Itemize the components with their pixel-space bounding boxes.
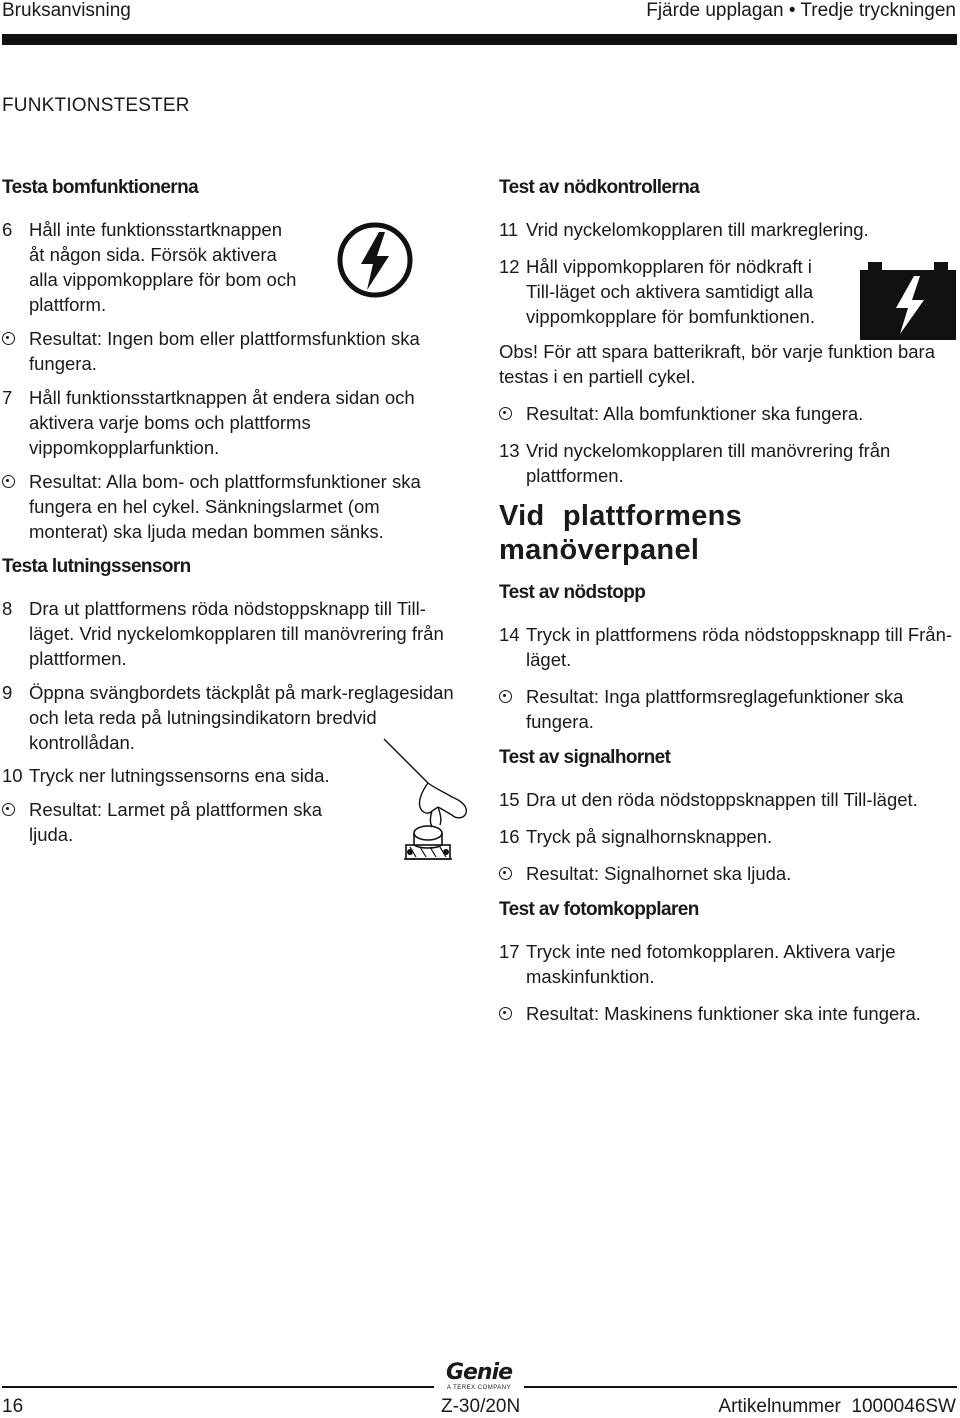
step-8	[2, 596, 462, 671]
tilt-heading: Testa lutningssensorn	[2, 556, 191, 577]
step-17	[499, 939, 959, 989]
step-text: Vrid nyckelomkopplaren till manövrering från plattformen.	[526, 440, 891, 486]
logo-wordmark: Genie	[445, 1360, 513, 1385]
result-bullet-icon	[2, 332, 15, 345]
step-16	[499, 824, 959, 849]
step-7	[2, 385, 462, 460]
boom-heading: Testa bomfunktionerna	[2, 177, 199, 198]
result-17	[499, 1001, 960, 1026]
result-text: Resultat: Alla bom- och plattformsfunktioner ska fungera en hel cykel. Sänkningslarmet (om monterat) ska ljuda medan bommen sänks.	[29, 471, 421, 542]
step-text: Dra ut den röda nödstoppsknappen till Till-läget.	[526, 789, 918, 810]
result-bullet-icon	[499, 690, 512, 703]
electrical-hazard-icon	[335, 220, 415, 300]
result-bullet-icon	[499, 867, 512, 880]
foot-heading: Test av fotomkopplaren	[499, 899, 699, 920]
step-text: Tryck på signalhornsknappen.	[526, 826, 773, 847]
step-text: Håll funktionsstartknappen åt endera sidan och aktivera varje boms och plattforms vippomkopplarfunktion.	[29, 387, 415, 458]
emergency-heading: Test av nödkontrollerna	[499, 177, 700, 198]
result-text: Resultat: Maskinens funktioner ska inte fungera.	[526, 1003, 921, 1024]
step-text: Vrid nyckelomkopplaren till markreglering.	[526, 219, 869, 240]
step-number: 13	[499, 440, 520, 461]
panel-title: Vid plattformens manöverpanel	[499, 500, 743, 566]
header-edition: Fjärde upplagan • Tredje tryckningen	[646, 0, 956, 21]
section-title: FUNKTIONSTESTER	[2, 95, 190, 116]
part-number: Artikelnummer 1000046SW	[718, 1396, 956, 1417]
step-number: 6	[2, 219, 13, 240]
page-header	[0, 0, 960, 24]
step-11	[499, 217, 959, 242]
step-text: Dra ut plattformens röda nödstoppsknapp till Till-läget. Vrid nyckelomkopplaren till manövrering från plattformen.	[29, 598, 444, 669]
step-number: 12	[499, 256, 520, 277]
result-bullet-icon	[2, 475, 15, 488]
step-14	[499, 622, 959, 672]
model-number: Z-30/20N	[441, 1396, 521, 1417]
step-text: Öppna svängbordets täckplåt på mark-reglagesidan och leta reda på lutningsindikatorn bredvid kontrollådan.	[29, 682, 454, 753]
step-10	[2, 763, 372, 788]
estop-heading: Test av nödstopp	[499, 582, 646, 603]
result-bullet-icon	[499, 407, 512, 420]
battery-power-icon	[858, 262, 958, 342]
step-number: 9	[2, 682, 13, 703]
header-rule	[2, 34, 957, 45]
step-text: Tryck ner lutningssensorns ena sida.	[29, 765, 330, 786]
genie-logo	[434, 1362, 524, 1392]
hand-pressing-sensor-illustration	[380, 735, 480, 875]
step-12	[499, 254, 829, 329]
horn-heading: Test av signalhornet	[499, 747, 671, 768]
step-text: Tryck in plattformens röda nödstoppsknapp till Från-läget.	[526, 624, 953, 670]
page-number: 16	[2, 1396, 24, 1417]
step-text: Tryck inte ned fotomkopplaren. Aktivera varje maskinfunktion.	[526, 941, 896, 987]
step-15	[499, 787, 959, 812]
result-text: Resultat: Ingen bom eller plattformsfunktion ska fungera.	[29, 328, 420, 374]
result-text: Resultat: Alla bomfunktioner ska fungera.	[526, 403, 864, 424]
step-text: Håll vippomkopplaren för nödkraft i Till-läget och aktivera samtidigt alla vippomkopplare för bomfunktionen.	[526, 256, 815, 327]
result-7	[2, 469, 462, 544]
step-number: 15	[499, 789, 520, 810]
step-13	[499, 438, 939, 488]
result-bullet-icon	[2, 803, 15, 816]
step-number: 8	[2, 598, 13, 619]
result-6	[2, 326, 462, 376]
step-number: 10	[2, 765, 23, 786]
step-number: 14	[499, 624, 520, 645]
step-number: 16	[499, 826, 520, 847]
step-text: Håll inte funktionsstartknappen åt någon sida. Försök aktivera alla vippomkopplare för bom och plattform.	[29, 219, 297, 315]
result-16	[499, 861, 959, 886]
header-manual-title: Bruksanvisning	[2, 0, 131, 21]
step-6	[2, 217, 302, 317]
result-14	[499, 684, 959, 734]
result-bullet-icon	[499, 1007, 512, 1020]
result-text: Resultat: Signalhornet ska ljuda.	[526, 863, 792, 884]
step-number: 7	[2, 387, 13, 408]
result-12	[499, 401, 959, 426]
note: Obs! För att spara batterikraft, bör varje funktion bara testas i en partiell cykel.	[499, 341, 935, 387]
step-number: 11	[499, 219, 519, 240]
logo-tagline: A TEREX COMPANY	[446, 1385, 512, 1391]
step-number: 17	[499, 941, 520, 962]
result-10	[2, 797, 347, 847]
result-text: Resultat: Inga plattformsreglagefunktioner ska fungera.	[526, 686, 904, 732]
result-text: Resultat: Larmet på plattformen ska ljuda.	[29, 799, 323, 845]
